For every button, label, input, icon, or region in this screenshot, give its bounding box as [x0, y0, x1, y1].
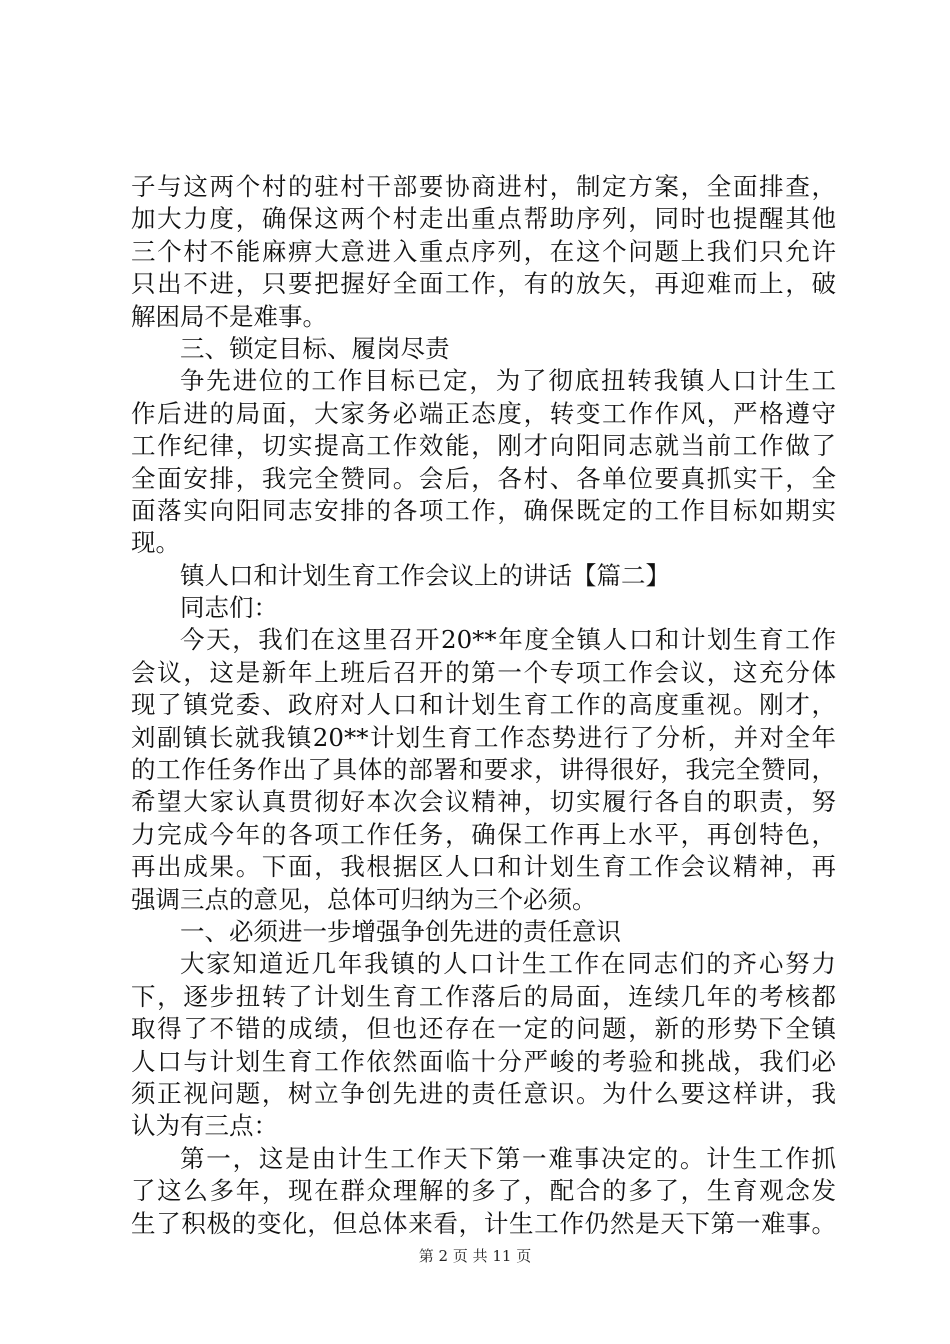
text-line: 现了镇党委、政府对人口和计划生育工作的高度重视。刚才，	[131, 690, 836, 720]
text-line: 工作纪律，切实提高工作效能，刚才向阳同志就当前工作做了	[131, 431, 836, 461]
text-line: 只出不进，只要把握好全面工作，有的放矢，再迎难而上，破	[131, 269, 836, 299]
text-line: 一、必须进一步增强争创先进的责任意识	[180, 916, 621, 946]
text-line: 力完成今年的各项工作任务，确保工作再上水平，再创特色，	[131, 819, 836, 849]
text-line: 人口与计划生育工作依然面临十分严峻的考验和挑战，我们必	[131, 1046, 836, 1076]
text-line: 刘副镇长就我镇20**计划生育工作态势进行了分析，并对全年	[131, 722, 836, 752]
text-line: 第一，这是由计生工作天下第一难事决定的。计生工作抓	[180, 1143, 836, 1173]
text-line: 会议，这是新年上班后召开的第一个专项工作会议，这充分体	[131, 657, 836, 687]
text-line: 希望大家认真贯彻好本次会议精神，切实履行各自的职责，努	[131, 787, 836, 817]
text-line: 再出成果。下面，我根据区人口和计划生育工作会议精神，再	[131, 852, 836, 882]
text-line: 全面安排，我完全赞同。会后，各村、各单位要真抓实干，全	[131, 463, 836, 493]
text-line: 作后进的局面，大家务必端正态度，转变工作作风，严格遵守	[131, 398, 836, 428]
text-line: 镇人口和计划生育工作会议上的讲话【篇二】	[180, 560, 670, 590]
text-line: 三个村不能麻痹大意进入重点序列，在这个问题上我们只允许	[131, 236, 836, 266]
text-line: 子与这两个村的驻村干部要协商进村，制定方案，全面排查，	[131, 172, 836, 201]
text-line: 大家知道近几年我镇的人口计生工作在同志们的齐心努力	[180, 949, 836, 979]
text-line: 加大力度，确保这两个村走出重点帮助序列，同时也提醒其他	[131, 204, 836, 234]
text-line: 的工作任务作出了具体的部署和要求，讲得很好，我完全赞同，	[131, 755, 836, 785]
text-line: 强调三点的意见，总体可归纳为三个必须。	[131, 884, 597, 914]
text-line: 三、锁定目标、履岗尽责	[180, 333, 450, 363]
text-line: 了这么多年，现在群众理解的多了，配合的多了，生育观念发	[131, 1176, 836, 1206]
page-number-label: 第 2 页 共 11 页	[418, 1247, 532, 1265]
text-line: 面落实向阳同志安排的各项工作，确保既定的工作目标如期实	[131, 495, 836, 525]
text-line: 今天，我们在这里召开20**年度全镇人口和计划生育工作	[180, 625, 836, 655]
text-line: 解困局不是难事。	[131, 301, 327, 331]
document-body	[131, 171, 836, 1240]
text-line: 生了积极的变化，但总体来看，计生工作仍然是天下第一难事。	[131, 1208, 836, 1238]
text-line: 认为有三点：	[131, 1111, 278, 1141]
text-line: 须正视问题，树立争创先进的责任意识。为什么要这样讲，我	[131, 1078, 836, 1108]
text-line: 现。	[131, 528, 180, 558]
text-line: 同志们：	[180, 593, 278, 623]
text-line: 争先进位的工作目标已定，为了彻底扭转我镇人口计生工	[180, 366, 836, 396]
text-line: 下，逐步扭转了计划生育工作落后的局面，连续几年的考核都	[131, 981, 836, 1011]
page-footer	[0, 1245, 950, 1266]
text-line: 取得了不错的成绩，但也还存在一定的问题，新的形势下全镇	[131, 1014, 836, 1044]
